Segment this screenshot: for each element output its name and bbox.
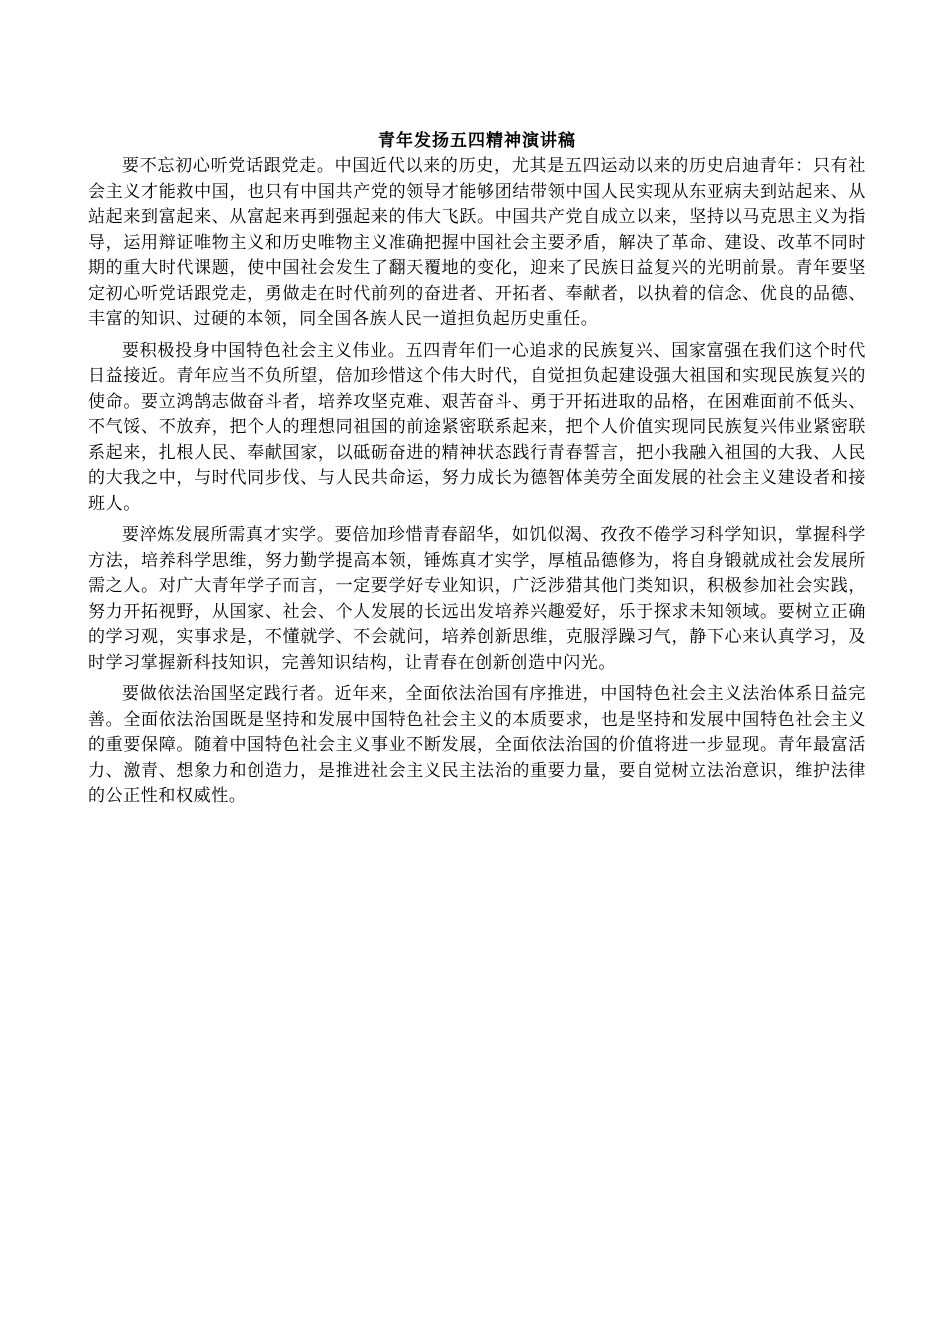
document-page xyxy=(88,128,866,816)
paragraph-3: 要淬炼发展所需真才实学。要倍加珍惜青春韶华，如饥似渴、孜孜不倦学习科学知识，掌握科学方法，培养科学思维，努力勤学提高本领，锤炼真才实学，厚植品德修为，将自身锻就成社会发展所需之人。对广大青年学子而言，一定要学好专业知识，广泛涉猎其他门类知识，积极参加社会实践，努力开拓视野，从国家、社会、个人发展的长远出发培养兴趣爱好，乐于探求未知领域。要树立正确的学习观，实事求是，不懂就学、不会就问，培养创新思维，克服浮躁习气，静下心来认真学习，及时学习掌握新科技知识，完善知识结构，让青春在创新创造中闪光。 xyxy=(88,525,866,673)
document-title: 青年发扬五四精神演讲稿 xyxy=(378,131,576,151)
paragraph-2: 要积极投身中国特色社会主义伟业。五四青年们一心追求的民族复兴、国家富强在我们这个时代日益接近。青年应当不负所望，倍加珍惜这个伟大时代，自觉担负起建设强大祖国和实现民族复兴的使命。要立鸿鹄志做奋斗者，培养攻坚克难、艰苦奋斗、勇于开拓进取的品格，在困难面前不低头、不气馁、不放弃，把个人的理想同祖国的前途紧密联系起来，把个人价值实现同民族复兴伟业紧密联系起来，扎根人民、奉献国家，以砥砺奋进的精神状态践行青春誓言，把小我融入祖国的大我、人民的大我之中，与时代同步伐、与人民共命运，努力成长为德智体美劳全面发展的社会主义建设者和接班人。 xyxy=(88,340,866,514)
paragraph-1: 要不忘初心听党话跟党走。中国近代以来的历史，尤其是五四运动以来的历史启迪青年：只有社会主义才能救中国，也只有中国共产党的领导才能够团结带领中国人民实现从东亚病夫到站起来、从站起来到富起来、从富起来再到强起来的伟大飞跃。中国共产党自成立以来，坚持以马克思主义为指导，运用辩证唯物主义和历史唯物主义准确把握中国社会主要矛盾，解决了革命、建设、改革不同时期的重大时代课题，使中国社会发生了翻天覆地的变化，迎来了民族日益复兴的光明前景。青年要坚定初心听党话跟党走，勇做走在时代前列的奋进者、开拓者、奉献者，以执着的信念、优良的品德、丰富的知识、过硬的本领，同全国各族人民一道担负起历史重任。 xyxy=(88,156,866,329)
paragraph-4: 要做依法治国坚定践行者。近年来，全面依法治国有序推进，中国特色社会主义法治体系日益完善。全面依法治国既是坚持和发展中国特色社会主义的本质要求，也是坚持和发展中国特色社会主义的重要保障。随着中国特色社会主义事业不断发展，全面依法治国的价值将进一步显现。青年最富活力、激青、想象力和创造力，是推进社会主义民主法治的重要力量，要自觉树立法治意识，维护法律的公正性和权威性。 xyxy=(88,684,866,806)
